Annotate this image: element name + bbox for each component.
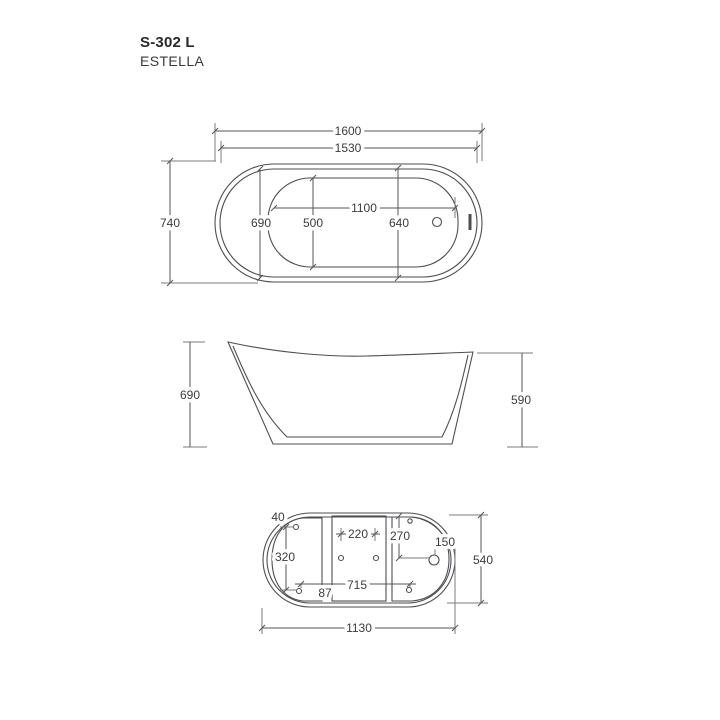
dim-label-inner-width: 690 bbox=[250, 216, 272, 230]
bottom-view-extension-lines bbox=[262, 515, 488, 634]
mount-hole-bottom-right bbox=[407, 588, 412, 593]
dim-label-rim-offset: 40 bbox=[271, 510, 285, 524]
side-view-extension-lines bbox=[183, 342, 538, 447]
dim-label-rim-length: 1530 bbox=[334, 141, 362, 155]
dim-label-drain-to-hole: 270 bbox=[389, 529, 411, 543]
drain-hole-top-view bbox=[433, 218, 442, 227]
dim-label-width-at-drain: 640 bbox=[388, 216, 410, 230]
dim-label-hole-spacing-length: 715 bbox=[346, 578, 368, 592]
mount-hole-top-right bbox=[408, 519, 412, 523]
dim-label-base-length: 1130 bbox=[346, 621, 372, 635]
dim-label-hole-spacing-width: 320 bbox=[274, 550, 296, 564]
mount-hole-middle-left bbox=[339, 556, 344, 561]
dim-label-drain-to-end: 150 bbox=[434, 535, 456, 549]
dim-label-base-width: 540 bbox=[472, 553, 494, 567]
product-code: S-302 L bbox=[140, 34, 195, 51]
dim-label-rear-height: 690 bbox=[179, 388, 201, 402]
side-view bbox=[180, 342, 538, 447]
mount-hole-top-left bbox=[294, 525, 299, 530]
dim-label-front-height: 590 bbox=[510, 393, 532, 407]
dim-label-hole-spacing-center: 220 bbox=[347, 527, 369, 541]
drain-hole-bottom-view bbox=[429, 555, 439, 565]
top-view-extension-lines bbox=[161, 123, 482, 283]
dim-label-panel-gap: 87 bbox=[318, 586, 332, 600]
top-view-basin bbox=[268, 178, 458, 267]
mount-hole-bottom-left bbox=[297, 589, 302, 594]
top-view bbox=[160, 123, 485, 286]
dim-label-overall-width: 740 bbox=[159, 216, 181, 230]
side-view-outline bbox=[228, 342, 473, 444]
side-view-inner-contour bbox=[233, 346, 468, 437]
bottom-view-dim-ticks bbox=[259, 512, 484, 631]
product-name: ESTELLA bbox=[140, 53, 205, 69]
mount-hole-middle-right bbox=[374, 556, 379, 561]
dim-label-width-at-front: 500 bbox=[302, 216, 324, 230]
dim-label-basin-length: 1100 bbox=[351, 201, 377, 215]
bottom-view bbox=[259, 510, 493, 635]
dim-label-overall-length: 1600 bbox=[334, 124, 362, 138]
